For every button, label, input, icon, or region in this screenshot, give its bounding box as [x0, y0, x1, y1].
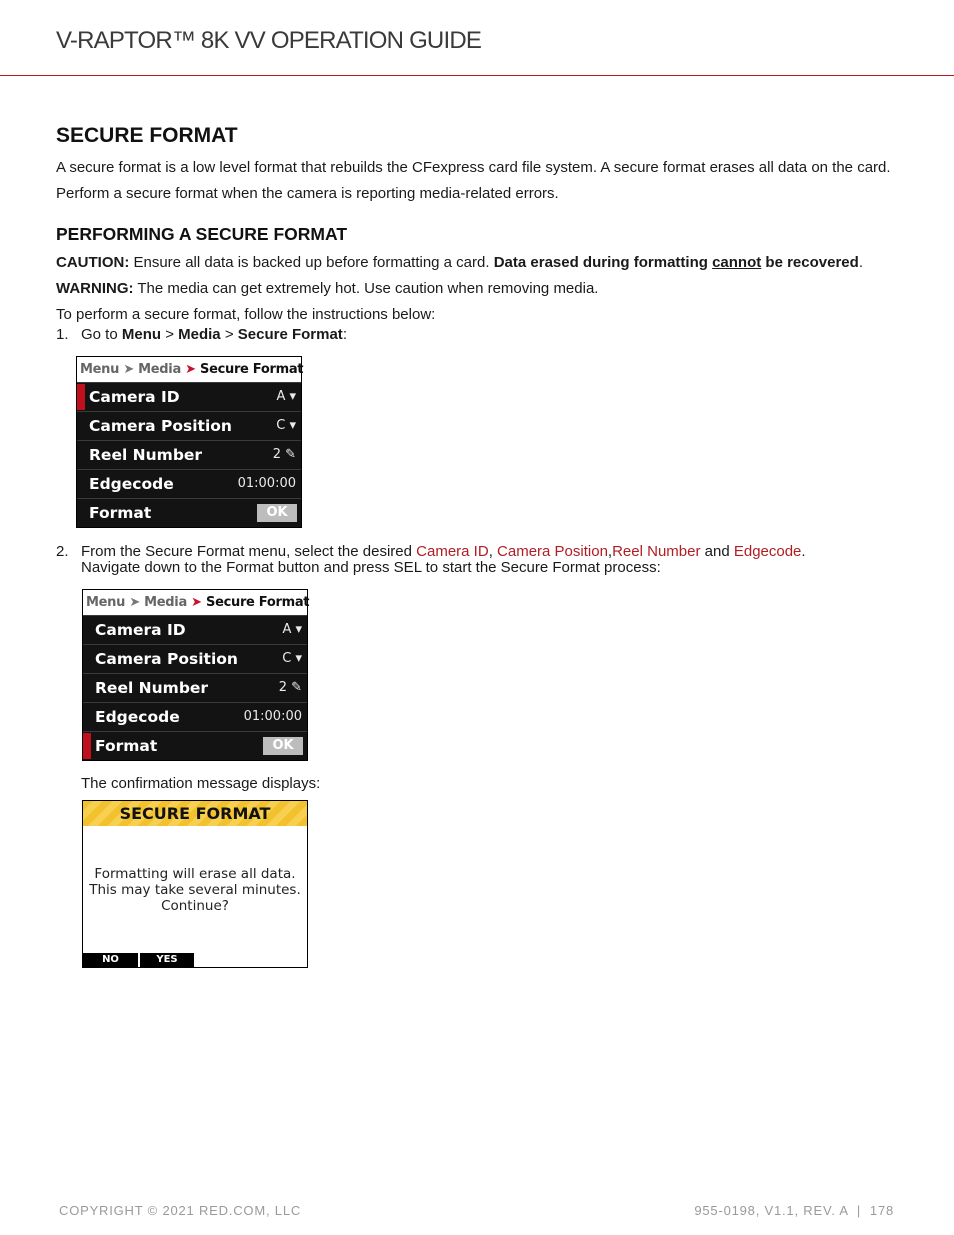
secure-format-dialog — [82, 800, 308, 968]
caution-label: CAUTION: — [56, 254, 130, 271]
breadcrumb-arrow-icon: ➤ — [123, 362, 134, 377]
menu-row-reel-number[interactable]: Reel Number 2 ✎ — [77, 440, 301, 469]
link-edgecode[interactable]: Edgecode — [733, 543, 802, 560]
camera-menu-screenshot-format-selected — [82, 589, 308, 761]
menu-row-format[interactable]: Format OK — [83, 731, 307, 760]
dropdown-value: A ▾ — [282, 622, 302, 637]
link-reel-number[interactable]: Reel Number — [612, 543, 701, 560]
dropdown-value: C ▾ — [276, 418, 296, 433]
caution-emphasis: Data erased during formatting cannot be recovered — [493, 254, 859, 271]
breadcrumb-arrow-icon: ➤ — [185, 362, 196, 377]
steps-intro: To perform a secure format, follow the instructions below: — [56, 306, 436, 323]
dialog-message: Formatting will erase all data. This may take several minutes. Continue? — [89, 866, 301, 914]
dropdown-value: C ▾ — [282, 651, 302, 666]
menu-row-reel-number[interactable]: Reel Number 2 ✎ — [83, 673, 307, 702]
step-number: 1. — [56, 326, 69, 343]
breadcrumb-arrow-icon: ➤ — [129, 595, 140, 610]
menu-row-camera-id[interactable]: Camera ID A ▾ — [77, 382, 301, 411]
no-button[interactable]: NO — [83, 953, 138, 967]
menu-breadcrumb: Menu ➤ Media ➤ Secure Format — [86, 595, 310, 610]
dialog-title: SECURE FORMAT — [83, 801, 307, 826]
edit-value: 2 ✎ — [272, 447, 296, 462]
menu-path-media: Media — [178, 326, 221, 343]
link-camera-id[interactable]: Camera ID — [416, 543, 489, 560]
document-header-title: V-RAPTOR™ 8K VV OPERATION GUIDE — [56, 27, 482, 54]
footer-copyright: COPYRIGHT © 2021 RED.COM, LLC — [59, 1203, 302, 1218]
menu-breadcrumb: Menu ➤ Media ➤ Secure Format — [80, 362, 304, 377]
menu-path-menu: Menu — [121, 326, 162, 343]
menu-row-camera-position[interactable]: Camera Position C ▾ — [77, 411, 301, 440]
warning-text: The media can get extremely hot. Use caution when removing media. — [133, 280, 599, 297]
menu-path-secure-format: Secure Format — [237, 326, 343, 343]
when-paragraph: Perform a secure format when the camera is reporting media-related errors. — [56, 185, 559, 202]
caution-paragraph: CAUTION: Ensure all data is backed up before formatting a card. Data erased during formatting cannot be recovered. — [56, 254, 863, 271]
dropdown-value: A ▾ — [276, 389, 296, 404]
main-content — [56, 124, 896, 968]
camera-menu-screenshot — [76, 356, 302, 528]
step-2: 2. From the Secure Format menu, select the desired Camera ID, Camera Position,Reel Number and Edgecode. Navigate down to the Format button and press SEL to start the Secure Format process: — [56, 543, 806, 576]
footer-page-info: 955-0198, V1.1, REV. A | 178 — [694, 1203, 894, 1218]
ok-button[interactable]: OK — [263, 737, 303, 755]
menu-row-camera-position[interactable]: Camera Position C ▾ — [83, 644, 307, 673]
section-title: SECURE FORMAT — [56, 124, 238, 147]
ok-button[interactable]: OK — [257, 504, 297, 522]
warning-paragraph — [56, 279, 896, 299]
yes-button[interactable]: YES — [140, 953, 194, 967]
breadcrumb-arrow-icon: ➤ — [191, 595, 202, 610]
menu-row-format[interactable]: Format OK — [77, 498, 301, 527]
menu-row-edgecode[interactable]: Edgecode 01:00:00 — [77, 469, 301, 498]
step-1: 1. Go to Menu > Media > Secure Format: — [56, 326, 347, 343]
caution-text: Ensure all data is backed up before formatting a card. — [129, 254, 494, 271]
edit-value: 2 ✎ — [278, 680, 302, 695]
step-number: 2. — [56, 543, 69, 560]
cannot-underline: cannot — [712, 254, 762, 271]
menu-row-camera-id[interactable]: Camera ID A ▾ — [83, 615, 307, 644]
warning-label: WARNING: — [56, 280, 134, 297]
header-divider — [0, 75, 954, 76]
confirmation-intro: The confirmation message displays: — [81, 775, 321, 792]
intro-paragraph: A secure format is a low level format that rebuilds the CFexpress card file system. A secure format erases all data on the card. — [56, 159, 891, 176]
link-camera-position[interactable]: Camera Position — [497, 543, 608, 560]
menu-row-edgecode[interactable]: Edgecode 01:00:00 — [83, 702, 307, 731]
subsection-title: PERFORMING A SECURE FORMAT — [56, 224, 348, 244]
